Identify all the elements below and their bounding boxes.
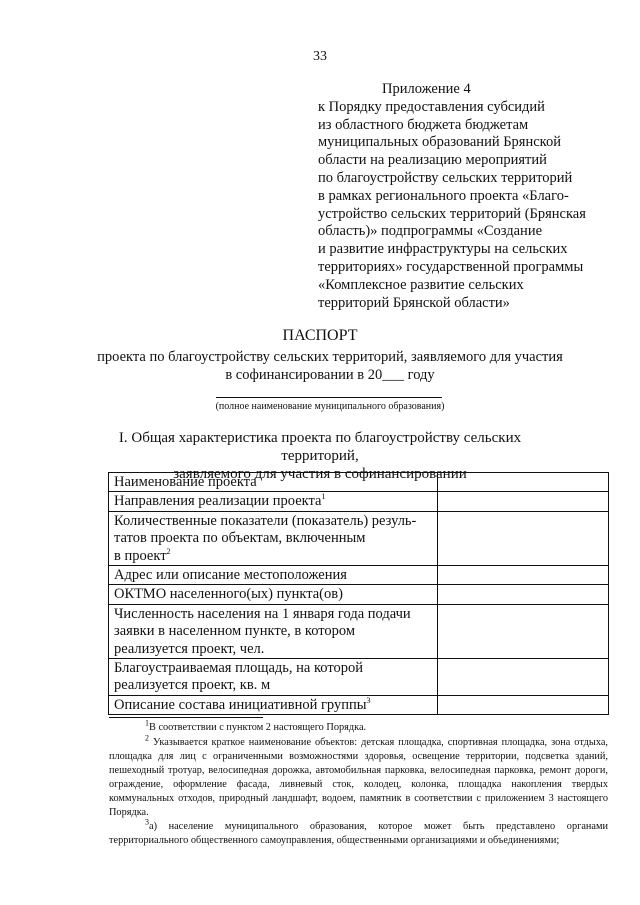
appendix-line: к Порядку предоставления субсидий [318, 98, 545, 115]
passport-title: ПАСПОРТ [282, 327, 358, 344]
row-label-text: Наименование проекта [114, 474, 257, 490]
row-label-text: Количественные показатели (показатель) резуль- [114, 512, 417, 529]
appendix-line: «Комплексное развитие сельских [318, 276, 524, 293]
row-label-cell [109, 566, 438, 585]
section-title-line-1: I. Общая характеристика проекта по благоустройству сельских территорий, [118, 430, 522, 464]
page-number: 33 [313, 49, 327, 64]
subtitle-line-2: в софинансировании в 20___ году [225, 366, 435, 383]
row-label-text: реализуется проект, кв. м [114, 677, 271, 694]
appendix-line: области на реализацию мероприятий [318, 152, 547, 169]
footnote-2 [109, 733, 608, 820]
row-value-cell [438, 659, 609, 696]
row-label-text: реализуется проект, чел. [114, 640, 265, 657]
appendix-line: территорий Брянской области» [318, 294, 510, 311]
table-row [109, 492, 609, 511]
table-row [109, 585, 609, 604]
table-row [109, 659, 609, 696]
appendix-line: территориях» государственной программы [318, 258, 584, 275]
subtitle-line-1: проекта по благоустройству сельских территорий, заявляемого для участия [97, 349, 563, 365]
row-label-cell [109, 604, 438, 658]
row-value-cell [438, 511, 609, 565]
row-value-cell [438, 604, 609, 658]
row-value-cell [438, 695, 609, 714]
appendix-line: из областного бюджета бюджетам [318, 116, 529, 133]
appendix-line: муниципальных образований Брянской [318, 134, 561, 151]
appendix-header [318, 81, 628, 312]
row-value-cell [438, 566, 609, 585]
passport-subtitle [90, 349, 570, 384]
row-footnote-ref: 3 [366, 696, 371, 706]
row-label-text: Описание состава инициативной группы [114, 696, 367, 713]
row-label-text: ОКТМО населенного(ых) пункта(ов) [114, 586, 343, 603]
row-label-text: в проект [114, 547, 167, 564]
footnote-text: В соответствии с пунктом 2 настоящего Порядка. [149, 722, 367, 733]
row-label-cell [109, 585, 438, 604]
row-footnote-ref: 1 [321, 492, 326, 502]
footnote-number: 1 [145, 718, 149, 728]
table-row [109, 511, 609, 565]
table-row [109, 473, 609, 492]
appendix-line: и развитие инфраструктуры на сельских [318, 241, 568, 258]
row-label-cell [109, 695, 438, 714]
row-label-text: заявки в населенном пункте, в котором [114, 623, 356, 640]
appendix-line: по благоустройству сельских территорий [318, 169, 573, 186]
footnote-1 [109, 718, 608, 735]
row-label-cell [109, 473, 438, 492]
footnote-number: 2 [145, 733, 149, 743]
municipality-caption: (полное наименование муниципального образования) [215, 401, 445, 412]
row-label-cell [109, 511, 438, 565]
appendix-line: область)» подпрограммы «Создание [318, 223, 543, 240]
table-row [109, 566, 609, 585]
row-label-text: Адрес или описание местоположения [114, 567, 347, 584]
row-label-cell [109, 659, 438, 696]
footnote-3 [109, 817, 608, 848]
footnote-text: а) население муниципального образования, которое может быть представлено органами территориального общественного самоуправления, общественными организациями и объединениями; [109, 821, 608, 846]
row-label-text: татов проекта по объектам, включенным [114, 530, 366, 547]
row-label-text: Благоустраиваемая площадь, на которой [114, 660, 363, 677]
footnote-number: 3 [145, 817, 149, 827]
section-title-line-2: заявляемого для участия в софинансировании [173, 466, 467, 482]
row-value-cell [438, 585, 609, 604]
footnote-separator [109, 717, 263, 718]
row-value-cell [438, 473, 609, 492]
appendix-title: Приложение 4 [382, 81, 471, 97]
row-label-text: Направления реализации проекта [114, 493, 322, 510]
appendix-line: в рамках регионального проекта «Благо- [318, 187, 569, 204]
municipality-blank-line [216, 397, 442, 398]
table-row [109, 695, 609, 714]
footnote-text: Указывается краткое наименование объектов: детская площадка, спортивная площадка, зона отдыха, площадка для лиц с ограниченными возможностями здоровья, освещение территории, подсветка зданий, пешеходный тротуар, велосипедная дорожка, автомобильная парковка, велосипедная парковка, ремонт дороги, ограждение, оформление фасада, ливневый сток, колодец, колонка, площадка накопления твердых коммунальных отходов, природный ландшафт, водоем, памятник в соответствии с приложением 3 настоящего Порядка. [109, 737, 608, 818]
table-row [109, 604, 609, 658]
passport-table [108, 472, 609, 715]
row-footnote-ref: 2 [166, 546, 171, 556]
row-label-text: Численность населения на 1 января года подачи [114, 605, 411, 622]
row-value-cell [438, 492, 609, 511]
appendix-line: устройство сельских территорий (Брянская [318, 205, 586, 222]
row-label-cell [109, 492, 438, 511]
